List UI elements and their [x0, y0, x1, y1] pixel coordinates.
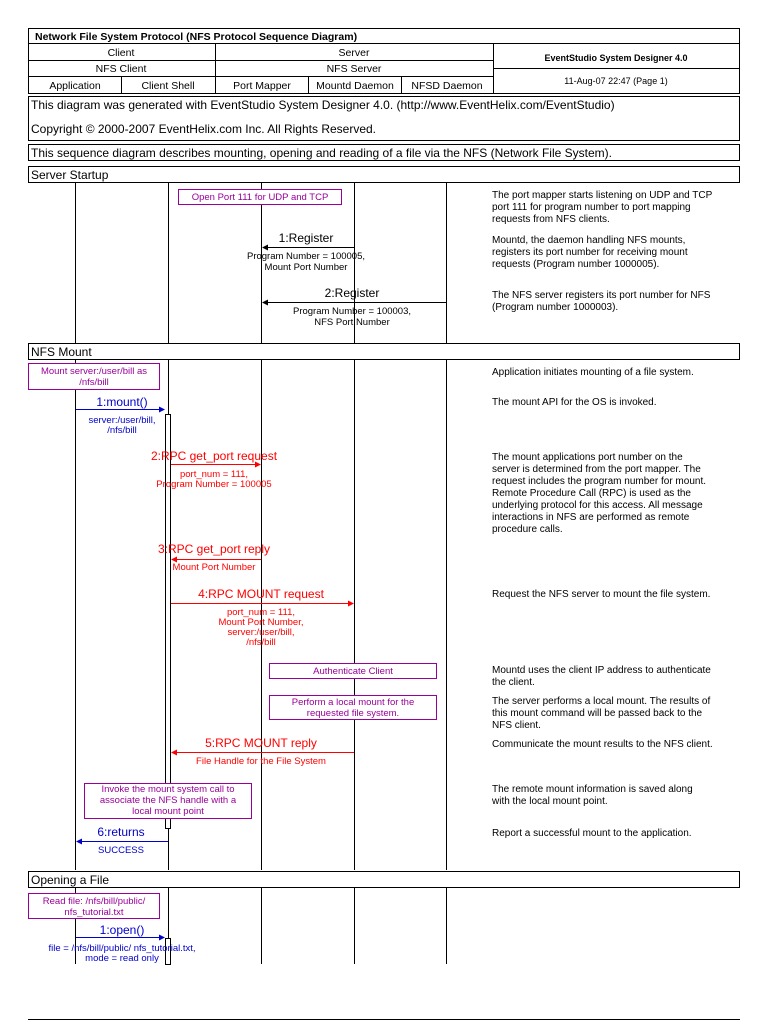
remark-mountd: requests (Program number 1000005).: [492, 259, 660, 270]
message-mount-request-param: server:/user/bill,: [227, 627, 295, 638]
action-read-file-text: nfs_tutorial.txt: [64, 907, 124, 918]
message-returns-param: SUCCESS: [98, 845, 144, 856]
action-mount-server-text: Mount server:/user/bill as: [40, 366, 148, 377]
section-nfs-mount: [29, 344, 740, 360]
remark-nfsserver: (Program number 1000003).: [492, 302, 619, 313]
actor-nfsd-daemon: NFSD Daemon: [411, 80, 483, 92]
remark-communicate: Communicate the mount results to the NFS client.: [492, 739, 713, 750]
message-mount-reply: [171, 736, 354, 767]
actor-application: Application: [49, 80, 101, 92]
message-getport-request-param: Program Number = 100005: [156, 479, 272, 490]
message-getport-request-label: 2:RPC get_port request: [150, 449, 278, 463]
message-register-2-label: 2:Register: [324, 286, 380, 300]
remark-success: Report a successful mount to the application.: [492, 828, 692, 839]
actor-port-mapper: Port Mapper: [233, 80, 291, 92]
tool-name: EventStudio System Designer 4.0: [544, 53, 688, 63]
remark-getport: The mount applications port number on the: [492, 452, 683, 463]
action-read-file-text: Read file: /nfs/bill/public/: [42, 896, 146, 907]
message-getport-request-param: port_num = 111,: [179, 469, 249, 480]
message-mount-request: [171, 587, 354, 648]
message-mount-label: 1:mount(): [96, 395, 148, 409]
message-register-1-param: Program Number = 100005,: [246, 251, 366, 262]
message-mount-request-param: port_num = 111,: [226, 607, 296, 618]
remark-getport: server is determined from the port mapper. The: [492, 464, 701, 475]
section-server-startup: [29, 167, 740, 183]
action-local-mount-text: requested file system.: [306, 708, 400, 719]
actor-mountd-daemon: Mountd Daemon: [316, 80, 394, 92]
action-mount-server-text: /nfs/bill: [79, 377, 109, 388]
action-open-port: [179, 190, 342, 205]
remark-localmount: NFS client.: [492, 720, 541, 731]
message-mount-reply-label: 5:RPC MOUNT reply: [205, 736, 317, 750]
action-authenticate-text: Authenticate Client: [313, 666, 393, 677]
diagram-title: Network File System Protocol (NFS Protocol Sequence Diagram): [35, 31, 358, 43]
remark-getport: request includes the program number for mount.: [492, 476, 706, 487]
action-read-file: [29, 894, 160, 919]
remark-mountapi: The mount API for the OS is invoked.: [492, 397, 657, 408]
message-mount-request-param: /nfs/bill: [246, 637, 276, 648]
message-returns-label: 6:returns: [97, 825, 145, 839]
message-returns: [76, 825, 168, 856]
message-getport-reply-label: 3:RPC get_port reply: [157, 542, 271, 556]
remark-app: Application initiates mounting of a file system.: [492, 367, 694, 378]
message-open-param: file = /nfs/bill/public/ nfs_tutorial.txt,: [48, 943, 196, 954]
remark-portmapper: requests from NFS clients.: [492, 214, 610, 225]
remark-portmapper: The port mapper starts listening on UDP and TCP: [492, 190, 713, 201]
message-register-1-param: Mount Port Number: [264, 262, 348, 273]
message-mount-reply-param: File Handle for the File System: [196, 756, 326, 767]
message-mount: [76, 395, 165, 436]
nfs-client-label: NFS Client: [95, 63, 147, 75]
diagram-date: 11-Aug-07 22:47 (Page 1): [564, 76, 668, 86]
remark-mountreq: Request the NFS server to mount the file system.: [492, 589, 711, 600]
message-mount-param: server:/user/bill,: [88, 415, 156, 426]
action-open-port-text: Open Port 111 for UDP and TCP: [191, 192, 329, 203]
action-mount-server: [29, 364, 160, 390]
remark-mountd: Mountd, the daemon handling NFS mounts,: [492, 235, 686, 246]
section-nfs-mount-label: NFS Mount: [31, 345, 92, 359]
message-getport-reply: [158, 542, 270, 573]
copyright-text: Copyright © 2000-2007 EventHelix.com Inc. All Rights Reserved.: [31, 122, 377, 136]
server-group-label: Server: [338, 47, 370, 59]
action-invoke-mount: [85, 784, 252, 819]
remark-saved: The remote mount information is saved along: [492, 784, 693, 795]
client-shell-activation: [166, 415, 171, 829]
page-bottom-rule: [28, 1019, 740, 1020]
action-local-mount-text: Perform a local mount for the: [291, 697, 415, 708]
action-local-mount: [270, 696, 437, 720]
message-mount-request-param: Mount Port Number,: [218, 617, 304, 628]
section-server-startup-label: Server Startup: [31, 168, 109, 182]
remark-saved: with the local mount point.: [492, 796, 608, 807]
remarks-startup: [492, 190, 713, 313]
description-text: This sequence diagram describes mounting, opening and reading of a file via the NFS (Network File System).: [31, 146, 612, 160]
message-register-2: [262, 286, 446, 328]
message-register-1-label: 1:Register: [278, 231, 334, 245]
generated-text: This diagram was generated with EventStudio System Designer 4.0. (http://www.EventHelix.com/EventStudio): [31, 98, 615, 112]
remark-mountd: registers its port number for receiving mount: [492, 247, 688, 258]
generated-note: [29, 97, 740, 141]
lifelines-startup: [76, 183, 447, 344]
remark-nfsserver: The NFS server registers its port number for NFS: [492, 290, 711, 301]
action-invoke-mount-text: associate the NFS handle with a: [99, 795, 237, 806]
action-invoke-mount-text: local mount point: [132, 806, 204, 817]
action-invoke-mount-text: Invoke the mount system call to: [101, 784, 235, 795]
message-register-1: [247, 231, 365, 273]
message-register-2-param: NFS Port Number: [314, 317, 390, 328]
description-note: [29, 145, 740, 161]
remark-portmapper: port 111 for program number to port mapping: [492, 202, 691, 213]
message-mount-param: /nfs/bill: [107, 425, 137, 436]
remark-auth: the client.: [492, 677, 535, 688]
remark-localmount: The server performs a local mount. The results of: [492, 696, 711, 707]
remark-getport: procedure calls.: [492, 524, 563, 535]
client-group-label: Client: [107, 47, 135, 59]
remark-getport: interactions in NFS are performed as remote: [492, 512, 690, 523]
message-open: [48, 923, 195, 964]
message-getport-reply-param: Mount Port Number: [172, 562, 256, 573]
message-register-2-param: Program Number = 100003,: [292, 306, 412, 317]
remarks-mount: [491, 367, 713, 839]
message-open-label: 1:open(): [99, 923, 145, 937]
section-opening-file-label: Opening a File: [31, 873, 110, 887]
section-opening-file: [29, 872, 740, 888]
message-open-param: mode = read only: [85, 953, 159, 964]
nfs-server-label: NFS Server: [326, 63, 382, 75]
remark-getport: Remote Procedure Call (RPC) is used as the: [492, 488, 691, 499]
actor-client-shell: Client Shell: [141, 80, 195, 92]
remark-localmount: this mount command will be passed back to the: [492, 708, 703, 719]
action-authenticate: [270, 664, 437, 679]
remark-auth: Mountd uses the client IP address to authenticate: [492, 665, 711, 676]
message-mount-request-label: 4:RPC MOUNT request: [198, 587, 324, 601]
remark-getport: underlying protocol for this access. All message: [492, 500, 703, 511]
